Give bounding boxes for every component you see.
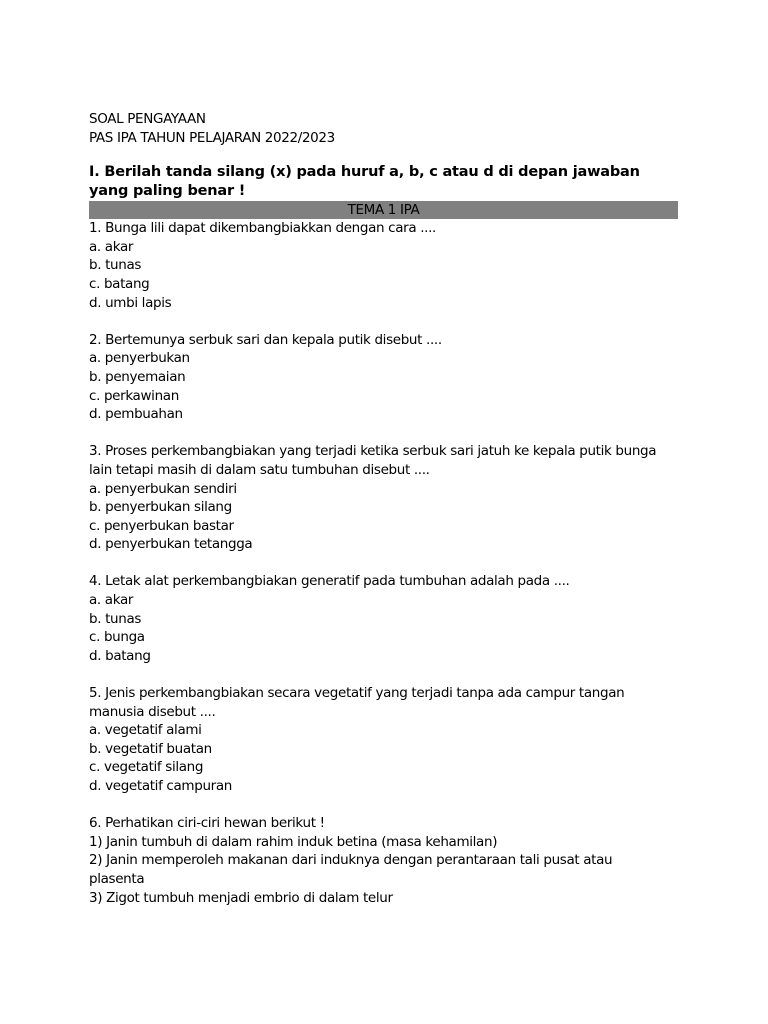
question-text: manusia disebut ....	[89, 703, 216, 720]
document-header	[89, 110, 678, 147]
question-item	[89, 219, 678, 312]
answer-option: c. penyerbukan bastar	[89, 517, 234, 534]
answer-option: a. akar	[89, 238, 134, 255]
answer-option: c. vegetatif silang	[89, 759, 204, 776]
answer-option: b. tunas	[89, 257, 142, 274]
question-list	[89, 219, 678, 907]
answer-option: b. vegetatif buatan	[89, 740, 212, 757]
question-text: 5. Jenis perkembangbiakan secara vegetatif yang terjadi tanpa ada campur tangan	[89, 685, 625, 702]
answer-option: a. penyerbukan	[89, 350, 190, 367]
answer-option: d. vegetatif campuran	[89, 778, 232, 794]
question-text: 4. Letak alat perkembangbiakan generatif pada tumbuhan adalah pada ....	[89, 573, 570, 590]
answer-option: b. tunas	[89, 610, 142, 627]
instruction-text: I. Berilah tanda silang (x) pada huruf a, b, c atau d di depan jawaban yang paling benar !	[89, 164, 640, 200]
answer-option: c. batang	[89, 275, 150, 292]
question-text: 1. Bunga lili dapat dikembangbiakkan dengan cara ....	[89, 220, 436, 237]
section-title-bar: TEMA 1 IPA	[89, 201, 678, 219]
question-text: 1) Janin tumbuh di dalam rahim induk betina (masa kehamilan)	[89, 833, 498, 850]
answer-option: c. perkawinan	[89, 387, 179, 404]
question-item	[89, 814, 678, 907]
question-text: 6. Perhatikan ciri-ciri hewan berikut !	[89, 815, 325, 832]
answer-option: a. vegetatif alami	[89, 722, 202, 739]
answer-option: d. umbi lapis	[89, 294, 172, 311]
question-text: 3) Zigot tumbuh menjadi embrio di dalam telur	[89, 889, 393, 906]
question-text: lain tetapi masih di dalam satu tumbuhan disebut ....	[89, 461, 430, 478]
answer-option: a. akar	[89, 592, 134, 609]
question-text: 3. Proses perkembangbiakan yang terjadi ketika serbuk sari jatuh ke kepala putik bunga	[89, 443, 657, 460]
question-text: 2. Bertemunya serbuk sari dan kepala putik disebut ....	[89, 331, 442, 348]
answer-option: d. pembuahan	[89, 406, 183, 423]
question-item	[89, 442, 678, 554]
answer-option: a. penyerbukan sendiri	[89, 480, 237, 497]
answer-option: d. penyerbukan tetangga	[89, 536, 253, 553]
question-item	[89, 331, 678, 424]
question-text: plasenta	[89, 870, 145, 887]
question-text: 2) Janin memperoleh makanan dari induknya dengan perantaraan tali pusat atau	[89, 852, 613, 869]
document-page	[89, 110, 678, 926]
question-item	[89, 572, 678, 665]
answer-option: b. penyerbukan silang	[89, 499, 232, 516]
question-item	[89, 684, 678, 796]
answer-option: d. batang	[89, 647, 151, 664]
answer-option: b. penyemaian	[89, 368, 186, 385]
header-title: SOAL PENGAYAAN	[89, 111, 206, 127]
answer-option: c. bunga	[89, 629, 145, 646]
header-subtitle: PAS IPA TAHUN PELAJARAN 2022/2023	[89, 129, 335, 146]
